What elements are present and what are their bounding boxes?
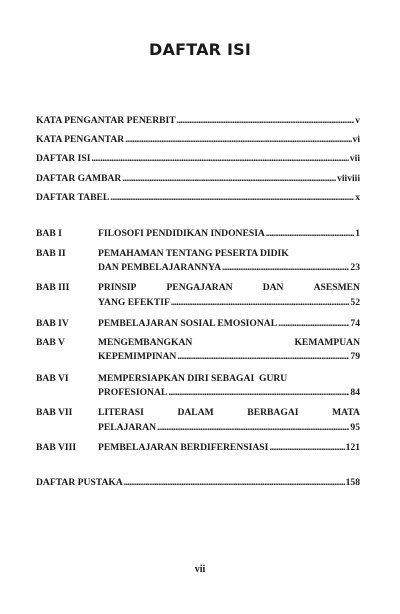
toc-chapter-bab-vi[interactable] — [36, 373, 360, 385]
chapter-title-cont: DAN PEMBELAJARANNYA — [98, 262, 222, 273]
chapter-title — [98, 282, 360, 294]
toc-chapter-bab-viii[interactable] — [36, 442, 360, 454]
chapter-page: 52 — [350, 297, 360, 308]
title-word: MATA — [332, 407, 360, 418]
chapter-number: BAB IV — [36, 318, 69, 329]
title-word: ASESMEN — [313, 282, 360, 293]
toc-chapter-bab-vi-cont[interactable] — [36, 387, 360, 399]
toc-entry-page: vi — [352, 134, 360, 145]
toc-entry-page: vii — [349, 153, 360, 164]
title-word: DAN — [262, 282, 284, 293]
toc-chapter-bab-ii[interactable] — [36, 248, 360, 260]
chapter-page: 74 — [350, 318, 360, 329]
toc-chapter-bab-ii-cont[interactable] — [36, 262, 360, 274]
chapter-title: PEMBELAJARAN SOSIAL EMOSIONAL — [98, 318, 278, 329]
toc-entry-label: KATA PENGANTAR — [36, 134, 125, 145]
chapter-title-cont: PROFESIONAL — [98, 387, 168, 398]
toc-entry-page: x — [355, 192, 360, 203]
leader-dots — [157, 422, 349, 434]
title-word: LITERASI — [98, 407, 144, 418]
toc-chapter-bab-iv[interactable] — [36, 318, 360, 330]
chapter-page: 23 — [350, 262, 360, 273]
toc-entry-page: v — [355, 115, 360, 126]
chapter-title — [98, 337, 360, 349]
page-title: DAFTAR ISI — [149, 40, 251, 59]
toc-entry-kata-pengantar[interactable] — [36, 134, 360, 146]
leader-dots — [124, 477, 345, 489]
chapter-page: 1 — [355, 228, 360, 239]
chapter-page: 95 — [350, 422, 360, 433]
chapter-number: BAB VIII — [36, 442, 77, 453]
chapter-title: PEMBELAJARAN BERDIFERENSIASI — [98, 442, 269, 453]
chapter-number: BAB VI — [36, 373, 69, 384]
title-word: MENGEMBANGKAN — [98, 337, 193, 348]
toc-chapter-bab-iii[interactable] — [36, 282, 360, 294]
title-word: KEMAMPUAN — [294, 337, 360, 348]
chapter-number: BAB I — [36, 228, 62, 239]
toc-chapter-bab-i[interactable] — [36, 228, 360, 240]
leader-dots — [110, 192, 354, 204]
chapter-number: BAB III — [36, 282, 70, 293]
leader-dots — [269, 442, 344, 454]
leader-dots — [125, 134, 351, 146]
chapter-number: BAB II — [36, 248, 66, 259]
chapter-page: 79 — [350, 351, 360, 362]
chapter-number: BAB VII — [36, 407, 73, 418]
leader-dots — [177, 351, 349, 363]
leader-dots — [222, 262, 349, 274]
leader-dots — [278, 318, 349, 330]
chapter-title-cont: YANG EFEKTIF — [98, 297, 170, 308]
toc-entry-daftar-gambar[interactable] — [36, 173, 360, 185]
toc-entry-label: DAFTAR PUSTAKA — [36, 477, 123, 488]
leader-dots — [91, 153, 348, 165]
toc-entry-daftar-pustaka[interactable] — [36, 477, 360, 489]
title-word: DALAM — [177, 407, 214, 418]
toc-entry-label: DAFTAR ISI — [36, 153, 91, 164]
chapter-page: 121 — [345, 442, 360, 453]
toc-entry-page: 158 — [345, 477, 360, 488]
chapter-title: FILOSOFI PENDIDIKAN INDONESIA — [98, 228, 265, 239]
leader-dots — [171, 297, 350, 309]
leader-dots — [168, 387, 349, 399]
chapter-page: 84 — [350, 387, 360, 398]
leader-dots — [122, 173, 336, 185]
toc-chapter-bab-v-cont[interactable] — [36, 351, 360, 363]
toc-chapter-bab-iii-cont[interactable] — [36, 297, 360, 309]
toc-chapter-bab-v[interactable] — [36, 337, 360, 349]
leader-dots — [266, 228, 354, 240]
title-word: PRINSIP — [98, 282, 137, 293]
toc-chapter-bab-vii-cont[interactable] — [36, 422, 360, 434]
chapter-title-cont: KEPEMIMPINAN — [98, 351, 177, 362]
toc-entry-daftar-isi[interactable] — [36, 153, 360, 165]
title-word: BERBAGAI — [247, 407, 299, 418]
title-word: PENGAJARAN — [166, 282, 233, 293]
toc-entry-daftar-tabel[interactable] — [36, 192, 360, 204]
chapter-title — [98, 407, 360, 419]
toc-entry-label: DAFTAR TABEL — [36, 192, 110, 203]
chapter-title: MEMPERSIAPKAN DIRI SEBAGAI GURU — [98, 373, 288, 384]
toc-entry-label: KATA PENGANTAR PENERBIT — [36, 115, 176, 126]
toc-entry-page: viiviii — [337, 173, 360, 184]
chapter-title-cont: PELAJARAN — [98, 422, 157, 433]
toc-entry-kata-pengantar-penerbit[interactable] — [36, 115, 360, 127]
chapter-number: BAB V — [36, 337, 65, 348]
page-number: vii — [194, 564, 206, 575]
chapter-title: PEMAHAMAN TENTANG PESERTA DIDIK — [98, 248, 289, 259]
leader-dots — [177, 115, 355, 127]
toc-chapter-bab-vii[interactable] — [36, 407, 360, 419]
toc-entry-label: DAFTAR GAMBAR — [36, 173, 122, 184]
